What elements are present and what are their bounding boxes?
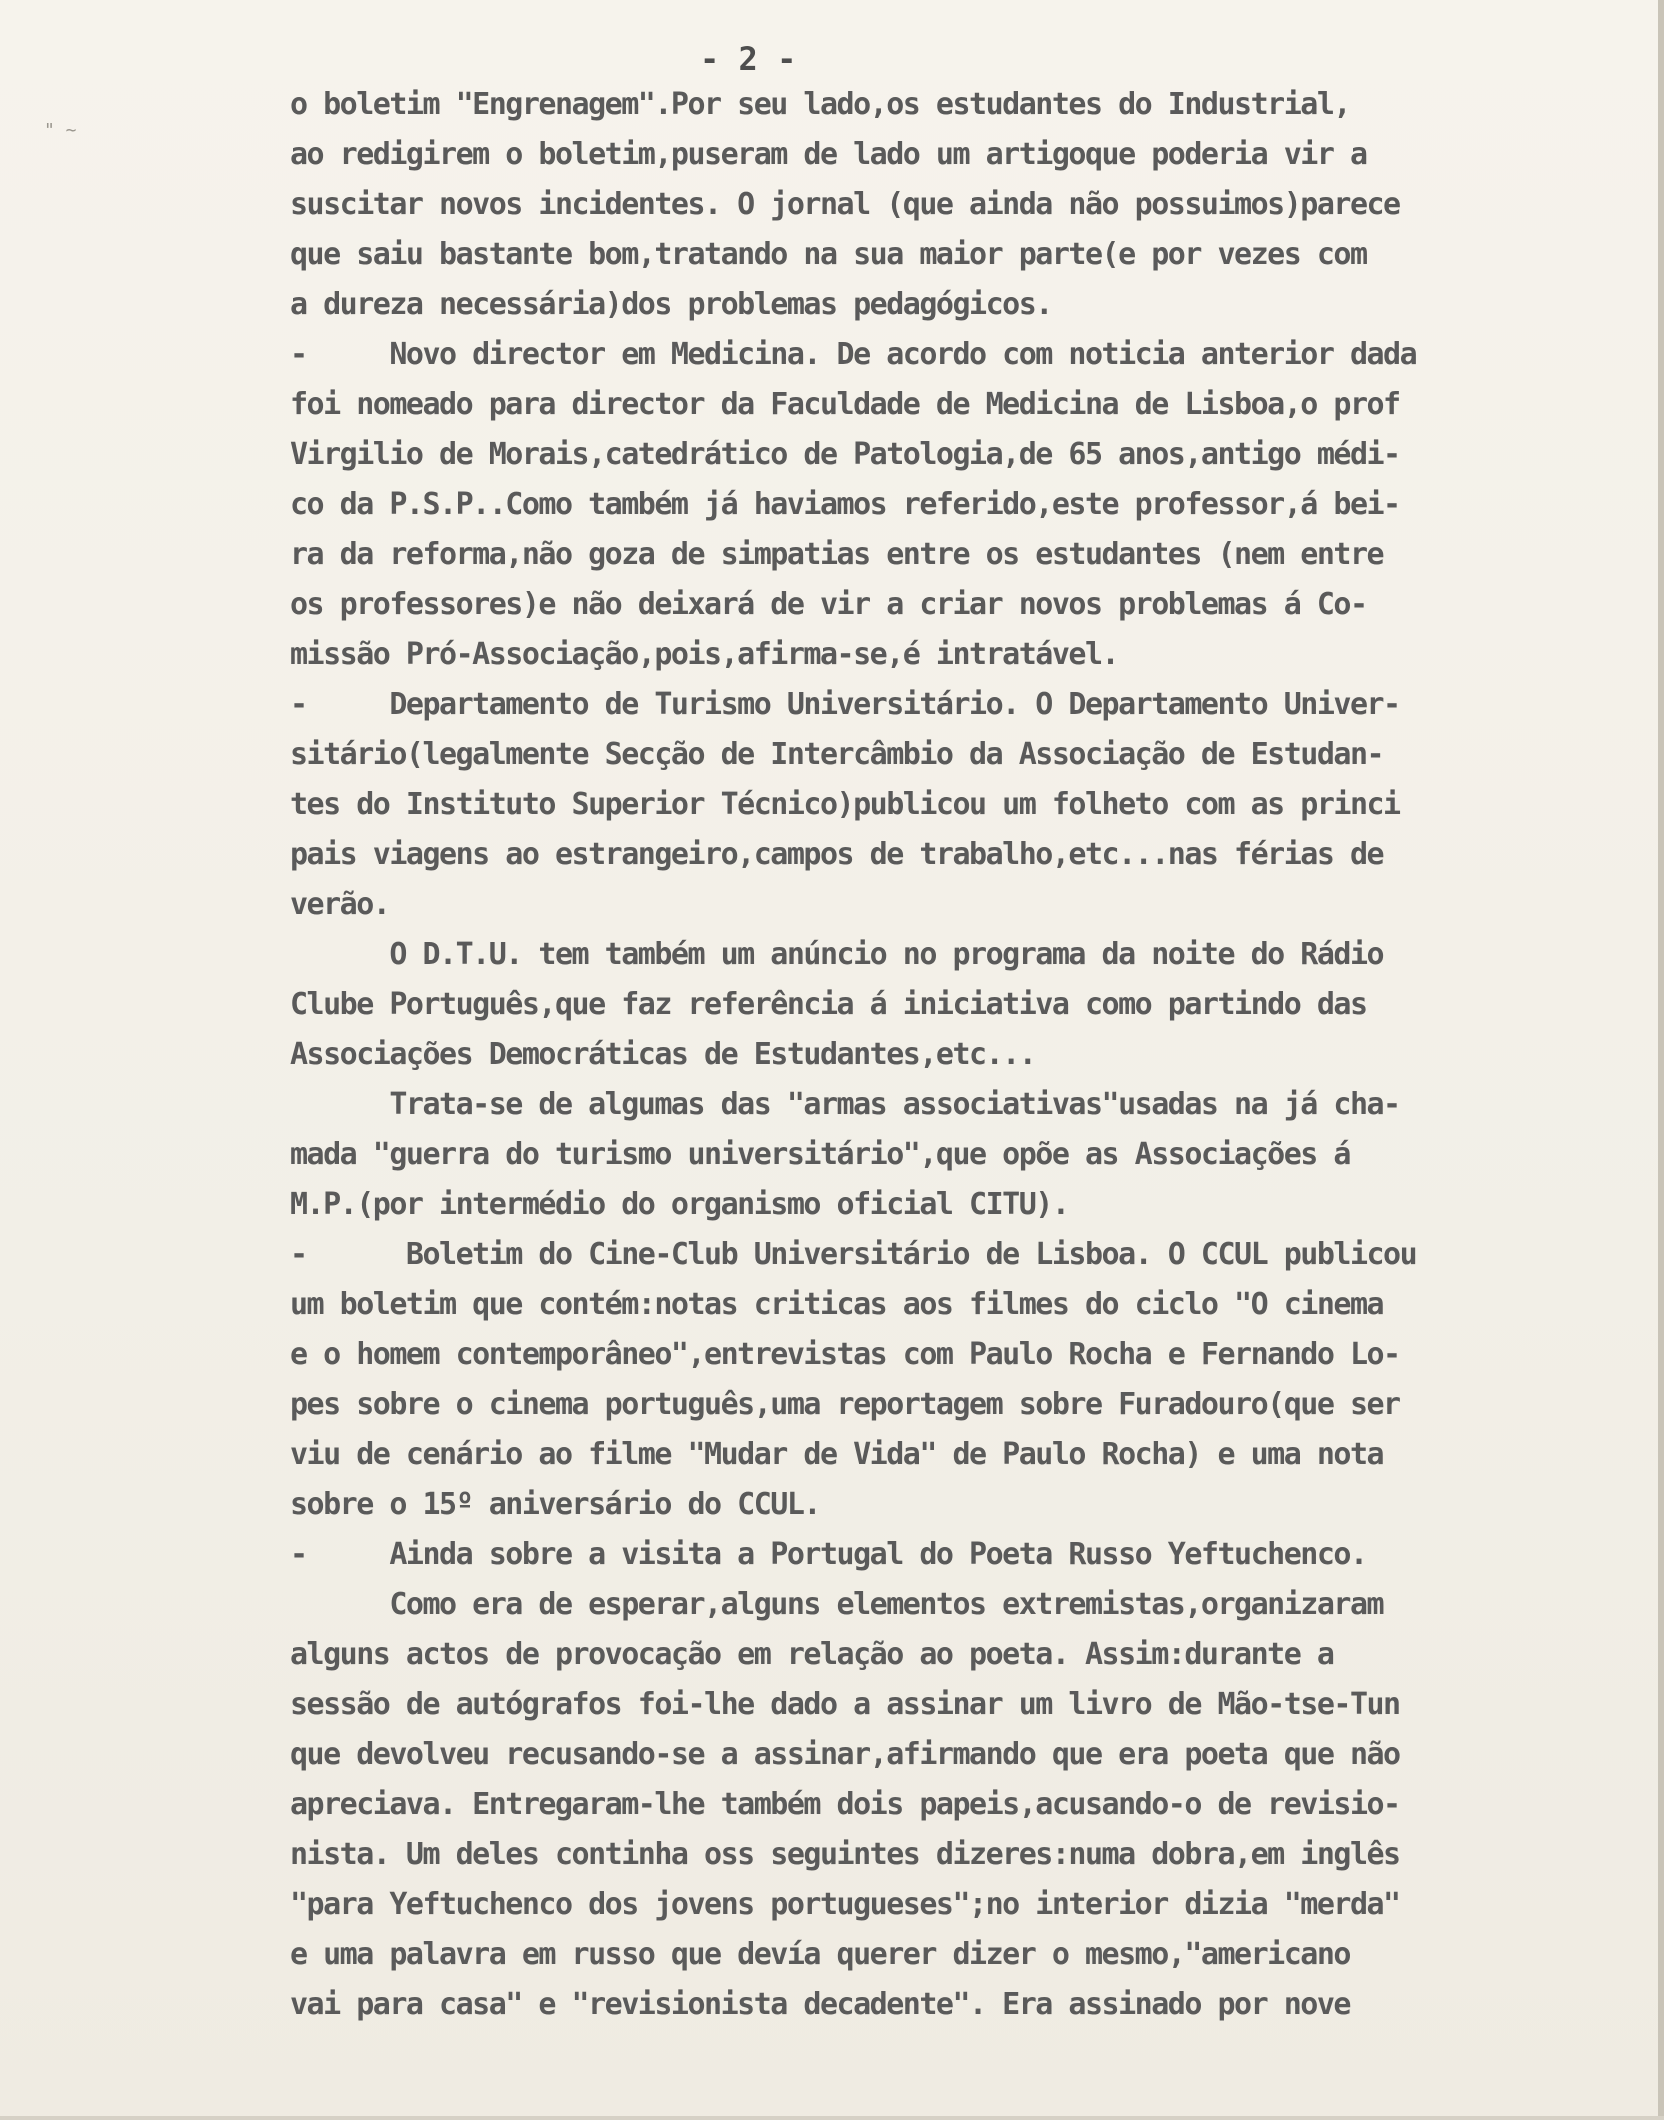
text-line: Virgilio de Morais,catedrático de Patologia,de 65 anos,antigo médi- xyxy=(290,437,1400,472)
text-line: que devolveu recusando-se a assinar,afirmando que era poeta que não xyxy=(290,1737,1400,1772)
text-line: tes do Instituto Superior Técnico)publicou um folheto com as princi xyxy=(290,787,1400,822)
text-line: vai para casa" e "revisionista decadente". Era assinado por nove xyxy=(290,1987,1350,2022)
text-line: suscitar novos incidentes. O jornal (que ainda não possuimos)parece xyxy=(290,187,1400,222)
text-line: pes sobre o cinema português,uma reportagem sobre Furadouro(que ser xyxy=(290,1387,1400,1422)
text-line: O D.T.U. tem também um anúncio no programa da noite do Rádio xyxy=(290,937,1384,972)
text-line: "para Yeftuchenco dos jovens portugueses";no interior dizia "merda" xyxy=(290,1887,1400,1922)
text-line: o boletim "Engrenagem".Por seu lado,os estudantes do Industrial, xyxy=(290,87,1350,122)
text-line: co da P.S.P..Como também já haviamos referido,este professor,á bei- xyxy=(290,487,1400,522)
text-line: mada "guerra do turismo universitário",que opõe as Associações á xyxy=(290,1137,1350,1172)
text-line: Associações Democráticas de Estudantes,etc... xyxy=(290,1037,1036,1072)
text-line: viu de cenário ao filme "Mudar de Vida" de Paulo Rocha) e uma nota xyxy=(290,1437,1384,1472)
text-line: foi nomeado para director da Faculdade de Medicina de Lisboa,o prof xyxy=(290,387,1400,422)
page-edge-right xyxy=(1658,0,1664,2120)
page-number: - 2 - xyxy=(700,40,797,78)
text-line: os professores)e não deixará de vir a criar novos problemas á Co- xyxy=(290,587,1367,622)
text-line: - Ainda sobre a visita a Portugal do Poeta Russo Yeftuchenco. xyxy=(290,1537,1367,1572)
text-line: sitário(legalmente Secção de Intercâmbio da Associação de Estudan- xyxy=(290,737,1384,772)
text-line: nista. Um deles continha oss seguintes dizeres:numa dobra,em inglês xyxy=(290,1837,1400,1872)
text-line: - Boletim do Cine-Club Universitário de Lisboa. O CCUL publicou xyxy=(290,1237,1417,1272)
text-line: ao redigirem o boletim,puseram de lado um artigoque poderia vir a xyxy=(290,137,1367,172)
page-edge-bottom xyxy=(0,2116,1664,2120)
text-line: - Novo director em Medicina. De acordo com noticia anterior dada xyxy=(290,337,1417,372)
text-line: pais viagens ao estrangeiro,campos de trabalho,etc...nas férias de xyxy=(290,837,1384,872)
margin-mark: " ~ xyxy=(44,120,77,141)
text-line: - Departamento de Turismo Universitário. O Departamento Univer- xyxy=(290,687,1400,722)
text-line: missão Pró-Associação,pois,afirma-se,é intratável. xyxy=(290,637,1119,672)
text-line: e uma palavra em russo que devía querer dizer o mesmo,"americano xyxy=(290,1937,1350,1972)
text-line: Clube Português,que faz referência á iniciativa como partindo das xyxy=(290,987,1367,1022)
text-line: sessão de autógrafos foi-lhe dado a assinar um livro de Mão-tse-Tun xyxy=(290,1687,1400,1722)
text-line: a dureza necessária)dos problemas pedagógicos. xyxy=(290,287,1052,322)
text-line: Trata-se de algumas das "armas associativas"usadas na já cha- xyxy=(290,1087,1400,1122)
text-line: que saiu bastante bom,tratando na sua maior parte(e por vezes com xyxy=(290,237,1367,272)
text-line: Como era de esperar,alguns elementos extremistas,organizaram xyxy=(290,1587,1384,1622)
text-line: e o homem contemporâneo",entrevistas com Paulo Rocha e Fernando Lo- xyxy=(290,1337,1400,1372)
text-line: alguns actos de provocação em relação ao poeta. Assim:durante a xyxy=(290,1637,1334,1672)
text-line: ra da reforma,não goza de simpatias entre os estudantes (nem entre xyxy=(290,537,1384,572)
text-line: um boletim que contém:notas criticas aos filmes do ciclo "O cinema xyxy=(290,1287,1384,1322)
text-line: verão. xyxy=(290,887,390,922)
text-line: apreciava. Entregaram-lhe também dois papeis,acusando-o de revisio- xyxy=(290,1787,1400,1822)
text-line: M.P.(por intermédio do organismo oficial CITU). xyxy=(290,1187,1069,1222)
text-line: sobre o 15º aniversário do CCUL. xyxy=(290,1487,820,1522)
